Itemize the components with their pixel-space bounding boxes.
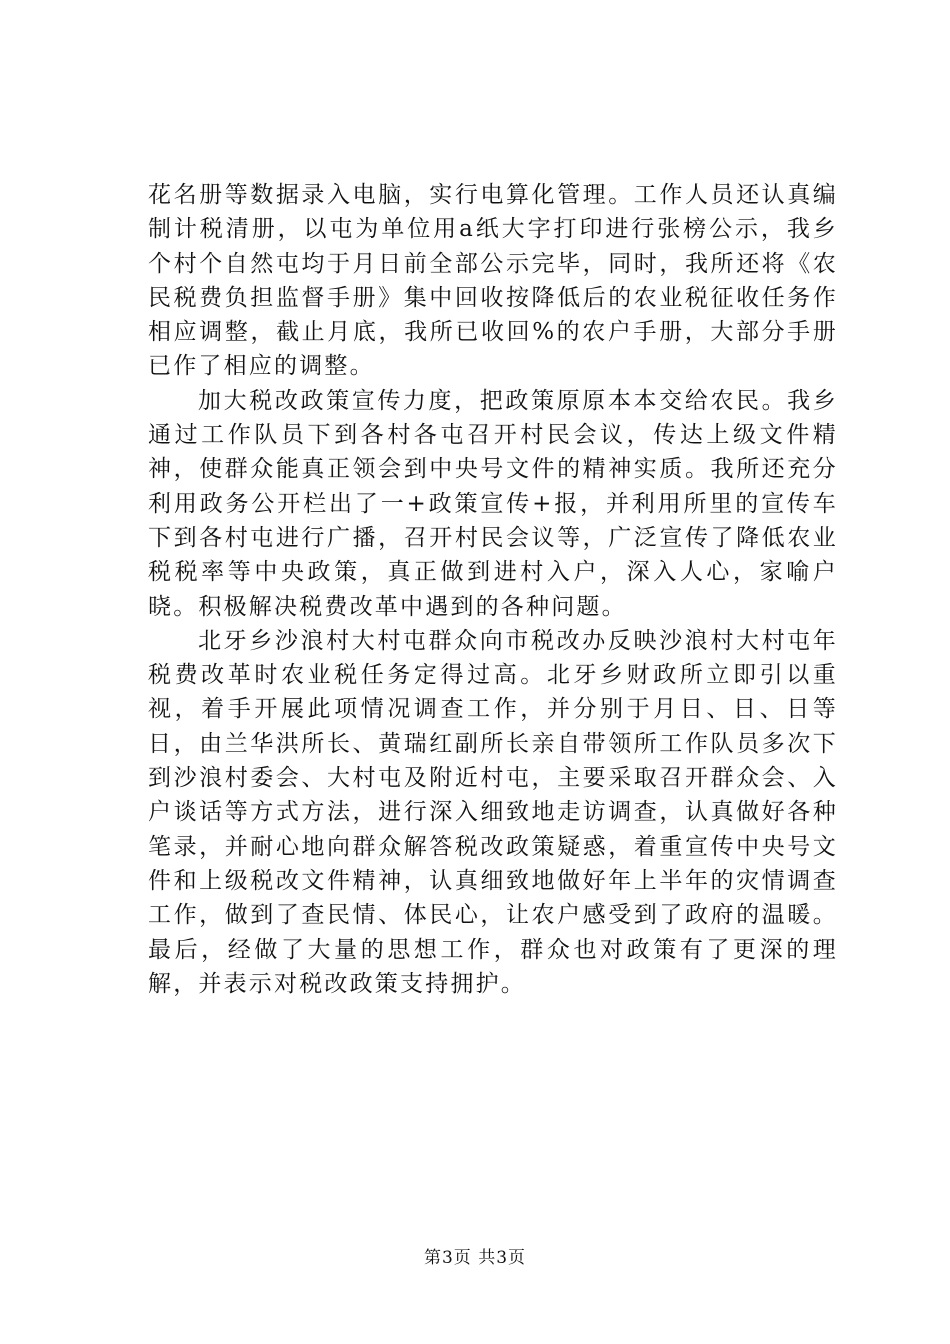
paragraph-2: 加大税改政策宣传力度，把政策原原本本交给农民。我乡通过工作队员下到各村各屯召开村民会议，传达上级文件精神，使群众能真正领会到中央号文件的精神实质。我所还充分利用政务公开栏出了一+政策宣传+报，并利用所里的宣传车下到各村屯进行广播，召开村民会议等，广泛宣传了降低农业税税率等中央政策，真正做到进村入户，深入人心，家喻户晓。积极解决税费改革中遇到的各种问题。 — [148, 387, 838, 620]
document-body — [148, 178, 838, 1001]
paragraph-1: 花名册等数据录入电脑，实行电算化管理。工作人员还认真编制计税清册，以屯为单位用a纸大字打印进行张榜公示，我乡个村个自然屯均于月日前全部公示完毕，同时，我所还将《农民税费负担监督手册》集中回收按降低后的农业税征收任务作相应调整，截止月底，我所已收回%的农户手册，大部分手册已作了相应的调整。 — [148, 182, 838, 380]
paragraph-3: 北牙乡沙浪村大村屯群众向市税改办反映沙浪村大村屯年税费改革时农业税任务定得过高。北牙乡财政所立即引以重视，着手开展此项情况调查工作，并分别于月日、日、日等日，由兰华洪所长、黄瑞红副所长亲自带领所工作队员多次下到沙浪村委会、大村屯及附近村屯，主要采取召开群众会、入户谈话等方式方法，进行深入细致地走访调查，认真做好各种笔录，并耐心地向群众解答税改政策疑惑，着重宣传中央号文件和上级税改文件精神，认真细致地做好年上半年的灾情调查工作，做到了查民情、体民心，让农户感受到了政府的温暖。最后，经做了大量的思想工作，群众也对政策有了更深的理解，并表示对税改政策支持拥护。 — [148, 627, 838, 997]
page-footer: 第3页 共3页 — [423, 1248, 527, 1268]
